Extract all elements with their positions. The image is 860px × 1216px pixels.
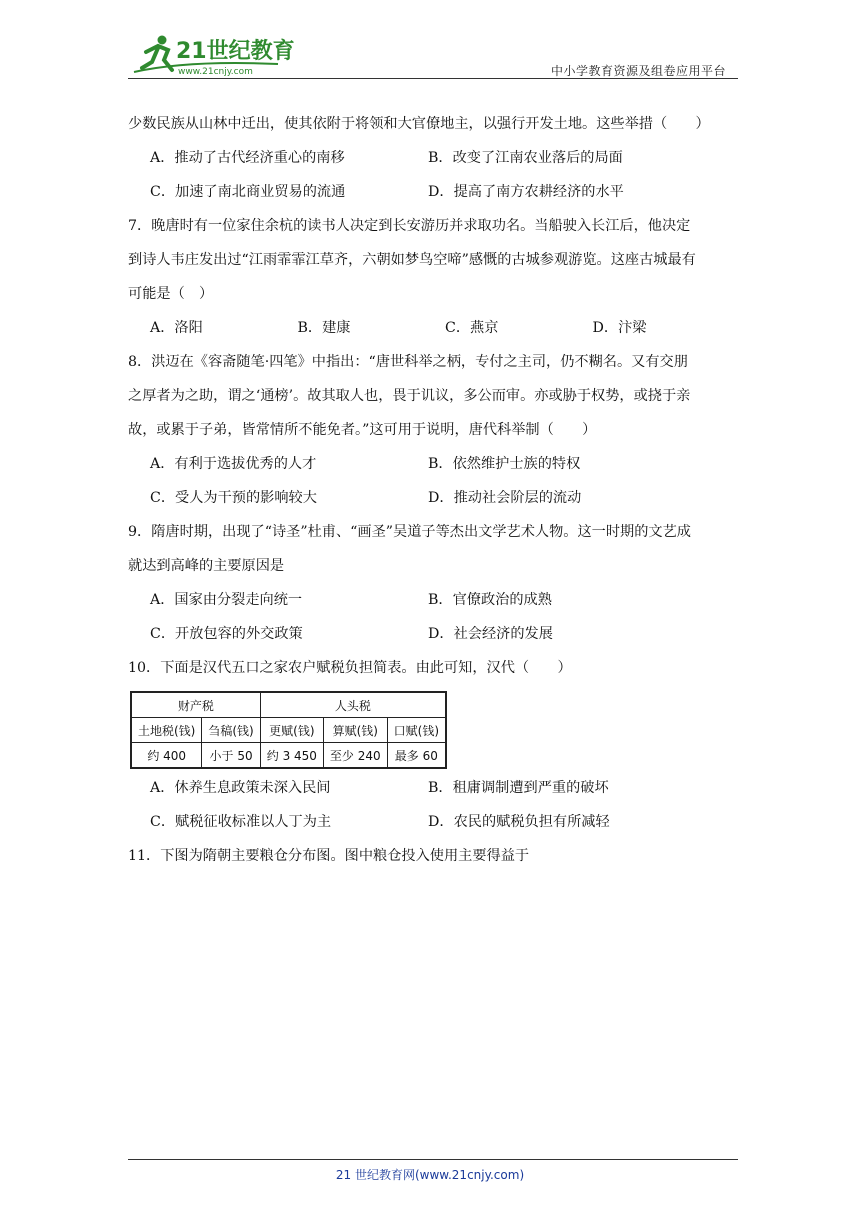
- q6-option-b: B．改变了江南农业落后的局面: [428, 150, 623, 166]
- table-header-cell: 算赋(钱): [323, 718, 387, 743]
- q6-stem-continued: 少数民族从山林中迁出，使其依附于将领和大官僚地主，以强行开发土地。这些举措（ ）: [128, 116, 710, 132]
- q9-option-d: D．社会经济的发展: [428, 626, 553, 642]
- q10-option-b: B．租庸调制遭到严重的破坏: [428, 780, 609, 796]
- q11-stem: 11．下图为隋朝主要粮仓分布图。图中粮仓投入使用主要得益于: [128, 848, 530, 864]
- q10-options-row2: [128, 805, 740, 839]
- header-divider: [128, 78, 738, 79]
- table-group-header: 人头税: [260, 692, 446, 718]
- table-header-cell: 口赋(钱): [387, 718, 446, 743]
- q10-option-c: C．赋税征收标准以人丁为主: [150, 814, 332, 830]
- q8-option-c: C．受人为干预的影响较大: [150, 490, 317, 506]
- q7-option-a: A．洛阳: [150, 320, 203, 336]
- table-cell: 最多 60: [387, 743, 446, 769]
- table-cell: 小于 50: [202, 743, 260, 769]
- q7-stem-line2: 到诗人韦庄发出过“江雨霏霏江草齐，六朝如梦鸟空啼”感慨的古城参观游览。这座古城最有: [128, 252, 696, 268]
- table-row: [131, 692, 446, 718]
- q7-options: [128, 311, 740, 345]
- q10-option-a: A．休养生息政策未深入民间: [150, 780, 331, 796]
- table-header-cell: 更赋(钱): [260, 718, 323, 743]
- q7-option-c: C．燕京: [445, 320, 499, 336]
- q10-option-d: D．农民的赋税负担有所减轻: [428, 814, 610, 830]
- logo-url: www.21cnjy.com: [178, 67, 253, 77]
- q9-option-c: C．开放包容的外交政策: [150, 626, 303, 642]
- footer-divider: [128, 1159, 738, 1160]
- table-row: [131, 718, 446, 743]
- q7-option-d: D．汴梁: [592, 320, 647, 336]
- table-header-cell: 刍稿(钱): [202, 718, 260, 743]
- q8-option-b: B．依然维护士族的特权: [428, 456, 581, 472]
- q9-option-a: A．国家由分裂走向统一: [150, 592, 303, 608]
- table-group-header: 财产税: [131, 692, 260, 718]
- q6-options-row1: [128, 141, 740, 175]
- q6-option-d: D．提高了南方农耕经济的水平: [428, 184, 624, 200]
- question-content: [128, 107, 740, 873]
- table-header-cell: 土地税(钱): [131, 718, 202, 743]
- q8-options-row2: [128, 481, 740, 515]
- q9-option-b: B．官僚政治的成熟: [428, 592, 552, 608]
- q9-stem-line1: 9．隋唐时期，出现了“诗圣”杜甫、“画圣”吴道子等杰出文学艺术人物。这一时期的文艺成: [128, 524, 691, 540]
- logo-title: 21世纪教育: [176, 39, 295, 64]
- q7-stem-line3: 可能是（ ）: [128, 286, 214, 302]
- logo: [128, 32, 298, 78]
- q7-option-b: B．建康: [297, 320, 351, 336]
- q8-option-d: D．推动社会阶层的流动: [428, 490, 582, 506]
- q8-stem-line3: 故，或累于子弟，皆常情所不能免者。”这可用于说明，唐代科举制（ ）: [128, 422, 597, 438]
- q7-stem-line1: 7．晚唐时有一位家住余杭的读书人决定到长安游历并求取功名。当船驶入长江后，他决定: [128, 218, 691, 234]
- q8-option-a: A．有利于选拔优秀的人才: [150, 456, 317, 472]
- platform-name: 中小学教育资源及组卷应用平台: [550, 64, 726, 78]
- q10-stem: 10．下面是汉代五口之家农户赋税负担简表。由此可知，汉代（ ）: [128, 660, 572, 676]
- q9-options-row1: [128, 583, 740, 617]
- q9-stem-line2: 就达到高峰的主要原因是: [128, 558, 285, 574]
- q8-stem-line2: 之厚者为之助，谓之‘通榜’。故其取人也，畏于讥议，多公而审。亦或胁于权势，或挠于亲: [128, 388, 691, 404]
- table-cell: 约 3 450: [260, 743, 323, 769]
- q10-options-row1: [128, 771, 740, 805]
- q9-options-row2: [128, 617, 740, 651]
- q6-option-c: C．加速了南北商业贸易的流通: [150, 184, 346, 200]
- footer-text: 21 世纪教育网(www.21cnjy.com): [335, 1168, 525, 1182]
- q8-stem-line1: 8．洪迈在《容斋随笔·四笔》中指出：“唐世科举之柄，专付之主司，仍不糊名。又有交朋: [128, 354, 688, 370]
- table-row: [131, 743, 446, 769]
- q6-options-row2: [128, 175, 740, 209]
- q6-option-a: A．推动了古代经济重心的南移: [150, 150, 345, 166]
- q8-options-row1: [128, 447, 740, 481]
- table-cell: 约 400: [131, 743, 202, 769]
- tax-burden-table: [130, 691, 447, 769]
- page-header: [128, 28, 738, 80]
- table-cell: 至少 240: [323, 743, 387, 769]
